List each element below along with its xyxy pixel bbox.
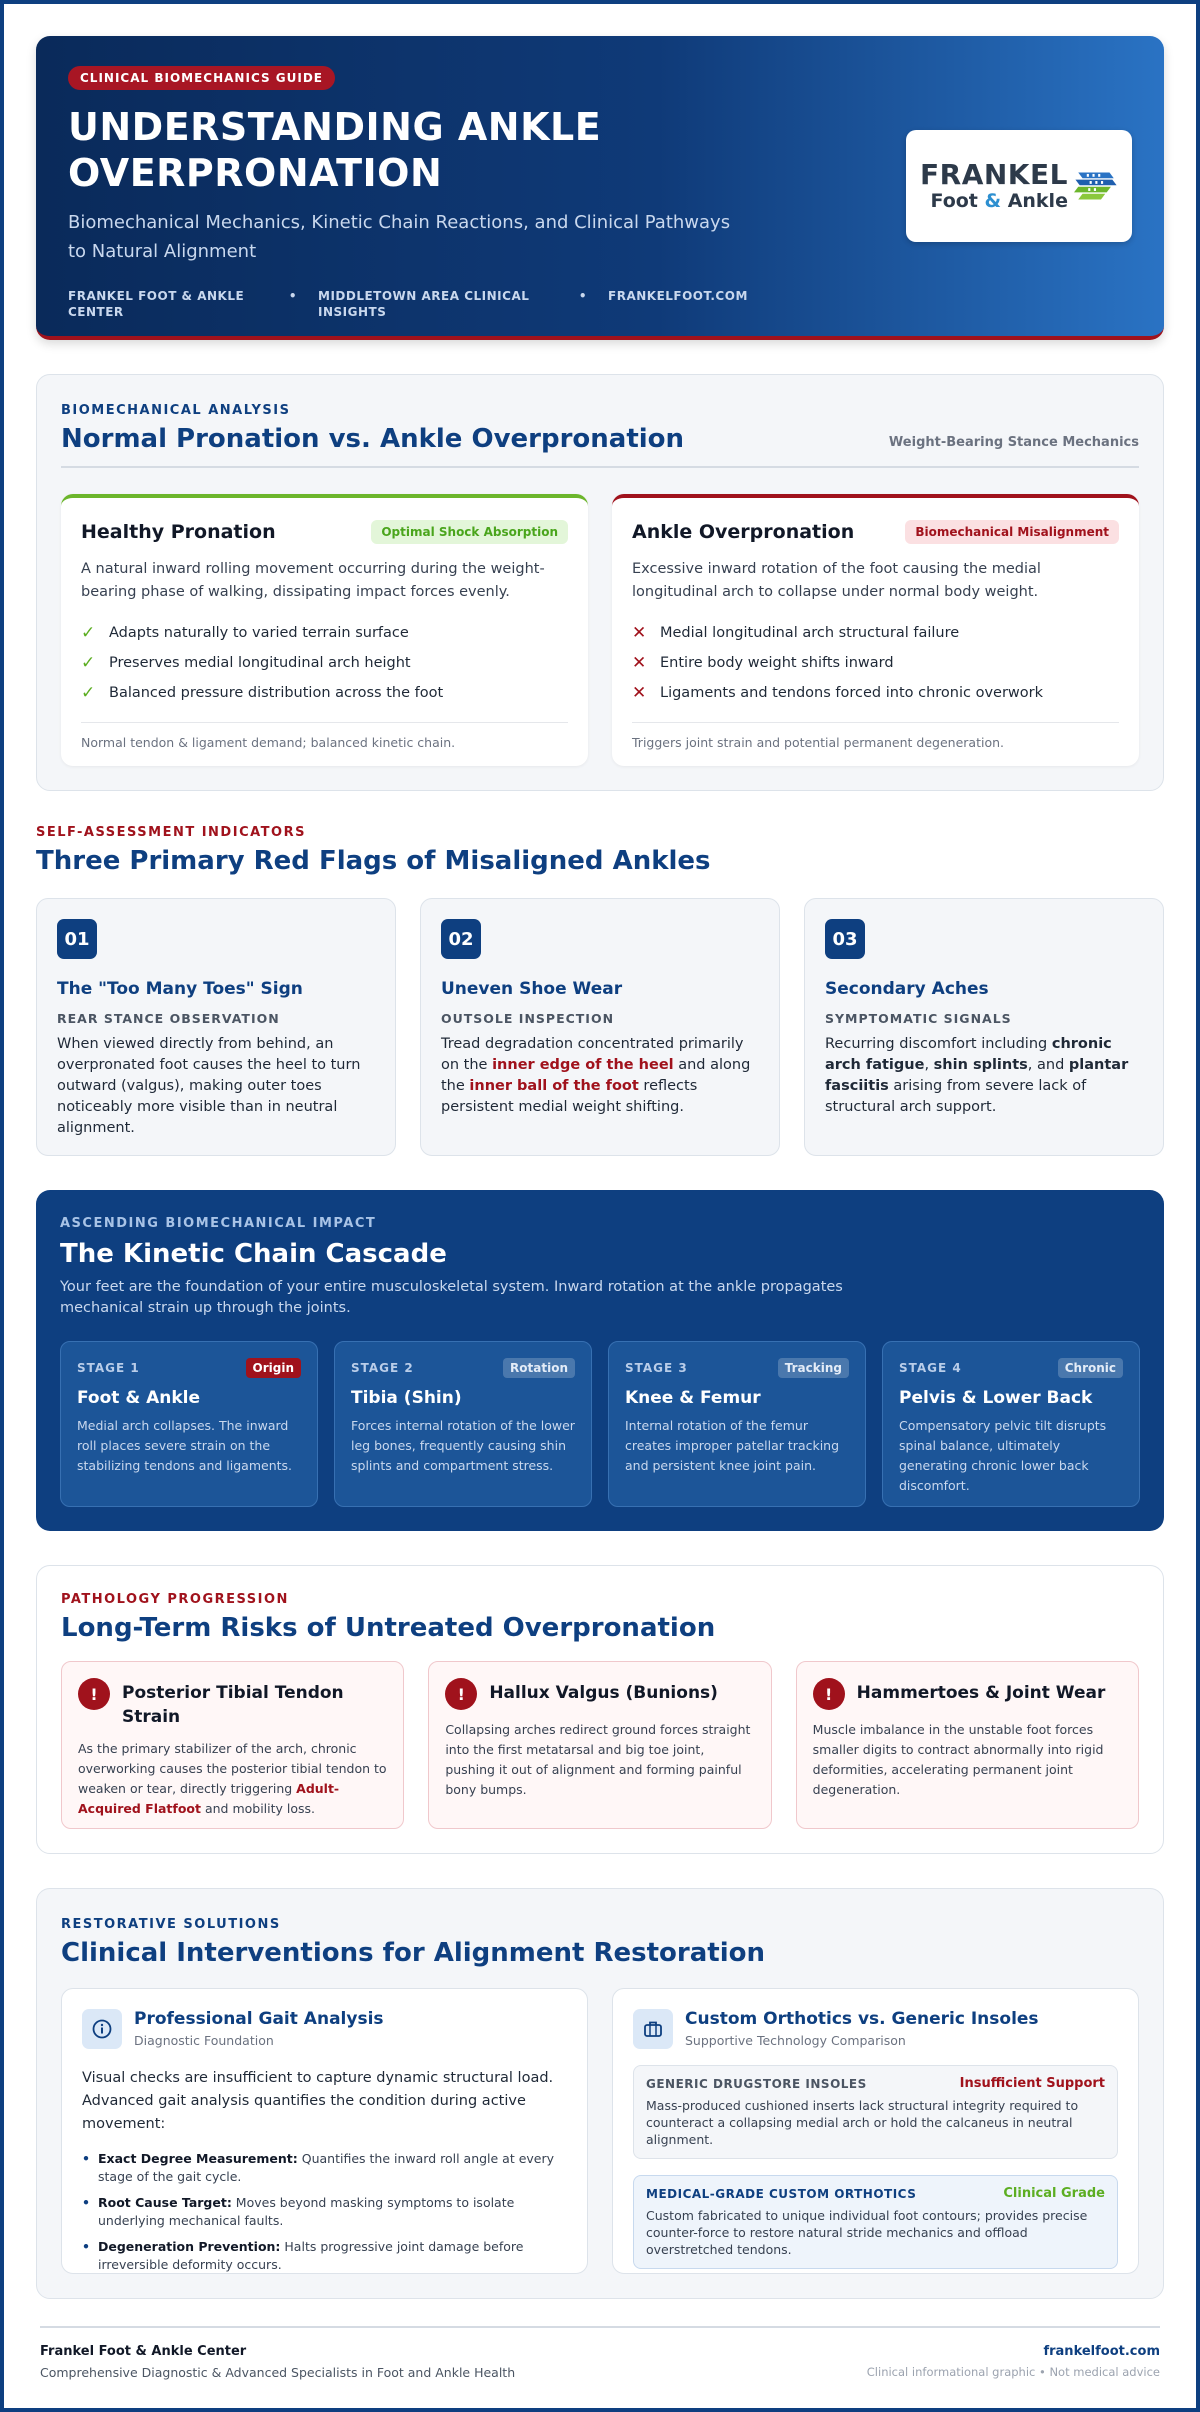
option-body: Custom fabricated to unique individual foot contours; provides precise counter-force to restore natural stride mechanics and offload overstretched tendons. <box>646 2208 1088 2257</box>
card-footnote: Normal tendon & ligament demand; balanced kinetic chain. <box>81 722 568 750</box>
stage-tag: Rotation <box>503 1358 575 1378</box>
flag-title: Secondary Aches <box>825 979 989 999</box>
comparison-section <box>36 374 1164 791</box>
briefcase-icon <box>633 2009 673 2049</box>
list-item: • Root Cause Target: Moves beyond masking symptoms to isolate underlying mechanical faults. <box>82 2194 567 2230</box>
interventions-section <box>36 1888 1164 2299</box>
brand-logo <box>906 130 1132 242</box>
meta-website[interactable]: FRANKELFOOT.COM <box>608 289 748 303</box>
option-label: MEDICAL-GRADE CUSTOM ORTHOTICS <box>646 2186 917 2201</box>
stage-title: Pelvis & Lower Back <box>899 1388 1093 1408</box>
section-description: Your feet are the foundation of your entire musculoskeletal system. Inward rotation at the ankle propagates mechanical strain up through the joints. <box>60 1279 843 1316</box>
section-eyebrow: ASCENDING BIOMECHANICAL IMPACT <box>60 1216 377 1231</box>
cross-icon: ✕ <box>632 623 647 643</box>
card-title: Professional Gait Analysis <box>134 2009 384 2029</box>
meta-separator: • <box>288 289 298 303</box>
benefit-list <box>82 2150 567 2274</box>
flag-title: Uneven Shoe Wear <box>441 979 623 999</box>
list-item: ✓ Preserves medial longitudinal arch height <box>81 653 411 673</box>
stage-label: STAGE 2 <box>351 1361 414 1375</box>
overpronation-card <box>612 494 1139 766</box>
card-description: A natural inward rolling movement occurring during the weight-bearing phase of walking, dissipating impact forces evenly. <box>81 561 545 600</box>
page-footer <box>40 2326 1160 2380</box>
flag-subtitle: SYMPTOMATIC SIGNALS <box>825 1011 1012 1026</box>
stage-tag: Chronic <box>1058 1358 1123 1378</box>
flag-body: Tread degradation concentrated primarily on the inner edge of the heel and along the inner ball of the foot reflects persistent medial weight shifting. <box>441 1036 751 1115</box>
stage-card <box>882 1341 1140 1507</box>
footer-disclaimer: Clinical informational graphic • Not medical advice <box>866 2365 1160 2379</box>
flag-body: Recurring discomfort including chronic arch fatigue, shin splints, and plantar fasciitis arising from severe lack of structural arch support. <box>825 1036 1129 1115</box>
logo-line-2: Foot & Ankle <box>930 190 1068 212</box>
logo-wordmark <box>920 160 1068 212</box>
list-item: ✕ Medial longitudinal arch structural failure <box>632 623 960 643</box>
card-subtitle: Diagnostic Foundation <box>134 2033 274 2048</box>
status-badge: Clinical Grade <box>1003 2186 1105 2201</box>
risk-body: Muscle imbalance in the unstable foot forces smaller digits to contract abnormally into rigid deformities, accelerating permanent joint degeneration. <box>812 1722 1104 1797</box>
footer-website-link[interactable]: frankelfoot.com <box>1043 2344 1160 2359</box>
risk-title: Posterior Tibial Tendon Strain <box>122 1683 344 1727</box>
list-item: • Degeneration Prevention: Halts progressive joint damage before irreversible deformity occurs. <box>82 2238 567 2274</box>
risk-body: Collapsing arches redirect ground forces straight into the first metatarsal and big toe joint, pushing it out of alignment and forming painful bony bumps. <box>445 1722 751 1797</box>
cross-icon: ✕ <box>632 653 647 673</box>
stage-card <box>334 1341 592 1507</box>
list-item: ✓ Adapts naturally to varied terrain surface <box>81 623 409 643</box>
risk-title: Hammertoes & Joint Wear <box>856 1683 1106 1703</box>
list-item: • Exact Degree Measurement: Quantifies the inward roll angle at every stage of the gait cycle. <box>82 2150 567 2186</box>
red-flag-card <box>36 898 396 1156</box>
flag-body: When viewed directly from behind, an overpronated foot causes the heel to turn outward (valgus), making outer toes noticeably more visible than in neutral alignment. <box>57 1036 361 1136</box>
status-badge: Optimal Shock Absorption <box>371 520 568 544</box>
alert-icon: ! <box>813 1678 845 1710</box>
card-footnote: Triggers joint strain and potential permanent degeneration. <box>632 722 1119 750</box>
section-title: Clinical Interventions for Alignment Restoration <box>61 1938 765 1968</box>
risk-card <box>428 1661 771 1829</box>
stage-label: STAGE 1 <box>77 1361 140 1375</box>
footer-organization: Frankel Foot & Ankle Center <box>40 2344 247 2359</box>
meta-region: MIDDLETOWN AREA CLINICAL INSIGHTS <box>318 289 530 319</box>
page-subtitle: Biomechanical Mechanics, Kinetic Chain Reactions, and Clinical Pathways to Natural Alignment <box>68 212 731 262</box>
stage-tag: Tracking <box>778 1358 849 1378</box>
flag-number: 03 <box>825 919 865 959</box>
card-subtitle: Supportive Technology Comparison <box>685 2033 906 2048</box>
check-icon: ✓ <box>81 683 96 703</box>
stage-title: Foot & Ankle <box>77 1388 200 1408</box>
risk-body: As the primary stabilizer of the arch, chronic overworking causes the posterior tibial tendon to weaken or tear, directly triggering Adult-Acquired Flatfoot and mobility loss. <box>78 1741 387 1816</box>
risk-card <box>61 1661 404 1829</box>
stage-tag: Origin <box>246 1358 301 1378</box>
page-title: UNDERSTANDING ANKLE OVERPRONATION <box>68 105 602 195</box>
stage-body: Internal rotation of the femur creates improper patellar tracking and persistent knee joint pain. <box>625 1418 840 1473</box>
stage-title: Tibia (Shin) <box>351 1388 462 1408</box>
flag-subtitle: REAR STANCE OBSERVATION <box>57 1011 280 1026</box>
generic-insoles-box <box>633 2065 1118 2159</box>
check-icon: ✓ <box>81 623 96 643</box>
stage-body: Medial arch collapses. The inward roll places severe strain on the stabilizing tendons and ligaments. <box>77 1418 293 1473</box>
list-item: ✕ Ligaments and tendons forced into chronic overwork <box>632 683 1044 703</box>
stage-label: STAGE 3 <box>625 1361 688 1375</box>
stage-body: Forces internal rotation of the lower leg bones, frequently causing shin splints and compartment stress. <box>351 1418 575 1473</box>
section-title: The Kinetic Chain Cascade <box>60 1239 447 1269</box>
alert-icon: ! <box>445 1678 477 1710</box>
logo-line-1: FRANKEL <box>920 158 1068 191</box>
card-title: Healthy Pronation <box>81 521 276 543</box>
list-item: ✕ Entire body weight shifts inward <box>632 653 894 673</box>
flag-title: The "Too Many Toes" Sign <box>57 979 303 999</box>
section-context-label: Weight-Bearing Stance Mechanics <box>888 435 1139 450</box>
stage-card <box>608 1341 866 1507</box>
alert-icon: ! <box>78 1678 110 1710</box>
section-eyebrow: RESTORATIVE SOLUTIONS <box>61 1917 281 1932</box>
stage-label: STAGE 4 <box>899 1361 962 1375</box>
section-eyebrow: PATHOLOGY PROGRESSION <box>61 1592 289 1607</box>
highlight-text: Adult-Acquired Flatfoot <box>78 1781 340 1816</box>
problem-list <box>632 618 1119 708</box>
risk-grid <box>61 1661 1139 1829</box>
section-title-row <box>61 418 1139 468</box>
red-flag-card <box>420 898 780 1156</box>
kinetic-chain-section <box>36 1190 1164 1531</box>
option-label: GENERIC DRUGSTORE INSOLES <box>646 2076 867 2091</box>
info-icon <box>82 2009 122 2049</box>
healthy-pronation-card <box>61 494 588 766</box>
stage-title: Knee & Femur <box>625 1388 761 1408</box>
meta-separator: • <box>578 289 588 303</box>
risk-card <box>796 1661 1139 1829</box>
flags-grid <box>36 898 1164 1156</box>
section-eyebrow: BIOMECHANICAL ANALYSIS <box>61 403 291 418</box>
section-title: Three Primary Red Flags of Misaligned Ankles <box>36 846 711 876</box>
red-flag-card <box>804 898 1164 1156</box>
card-title: Custom Orthotics vs. Generic Insoles <box>685 2009 1039 2029</box>
interventions-grid <box>61 1988 1139 2274</box>
section-title: Normal Pronation vs. Ankle Overpronation <box>61 424 685 454</box>
highlight-text: inner ball of the foot <box>469 1078 639 1094</box>
risks-section <box>36 1565 1164 1854</box>
card-description: Visual checks are insufficient to capture dynamic structural load. Advanced gait analysis quantifies the condition during active movement: <box>82 2070 554 2132</box>
stage-body: Compensatory pelvic tilt disrupts spinal balance, ultimately generating chronic lower back discomfort. <box>899 1418 1107 1493</box>
stage-grid <box>60 1341 1140 1507</box>
flag-number: 02 <box>441 919 481 959</box>
footer-tagline: Comprehensive Diagnostic & Advanced Specialists in Foot and Ankle Health <box>40 2365 516 2380</box>
hero-meta <box>68 288 1132 320</box>
check-icon: ✓ <box>81 653 96 673</box>
option-body: Mass-produced cushioned inserts lack structural integrity required to counteract a collapsing medial arch or hold the calcaneus in neutral alignment. <box>646 2098 1079 2147</box>
benefit-list <box>81 618 568 708</box>
flag-number: 01 <box>57 919 97 959</box>
cross-icon: ✕ <box>632 683 647 703</box>
hero-banner <box>36 36 1164 340</box>
section-eyebrow: SELF-ASSESSMENT INDICATORS <box>36 825 306 840</box>
custom-orthotics-box <box>633 2175 1118 2269</box>
status-badge: Insufficient Support <box>959 2076 1105 2091</box>
orthotics-card <box>612 1988 1139 2274</box>
flag-subtitle: OUTSOLE INSPECTION <box>441 1011 615 1026</box>
highlight-text: inner edge of the heel <box>492 1057 674 1073</box>
status-badge: Biomechanical Misalignment <box>905 520 1119 544</box>
logo-stripes-icon <box>1074 163 1118 209</box>
guide-badge: CLINICAL BIOMECHANICS GUIDE <box>68 66 335 90</box>
card-title: Ankle Overpronation <box>632 521 855 543</box>
red-flags-section <box>36 825 1164 1156</box>
meta-center: FRANKEL FOOT & ANKLE CENTER <box>68 289 245 319</box>
gait-analysis-card <box>61 1988 588 2274</box>
stage-card <box>60 1341 318 1507</box>
list-item: ✓ Balanced pressure distribution across the foot <box>81 683 444 703</box>
section-title: Long-Term Risks of Untreated Overpronation <box>61 1613 716 1643</box>
card-description: Excessive inward rotation of the foot causing the medial longitudinal arch to collapse under normal body weight. <box>632 561 1041 600</box>
risk-title: Hallux Valgus (Bunions) <box>489 1683 718 1703</box>
comparison-grid <box>61 494 1139 766</box>
